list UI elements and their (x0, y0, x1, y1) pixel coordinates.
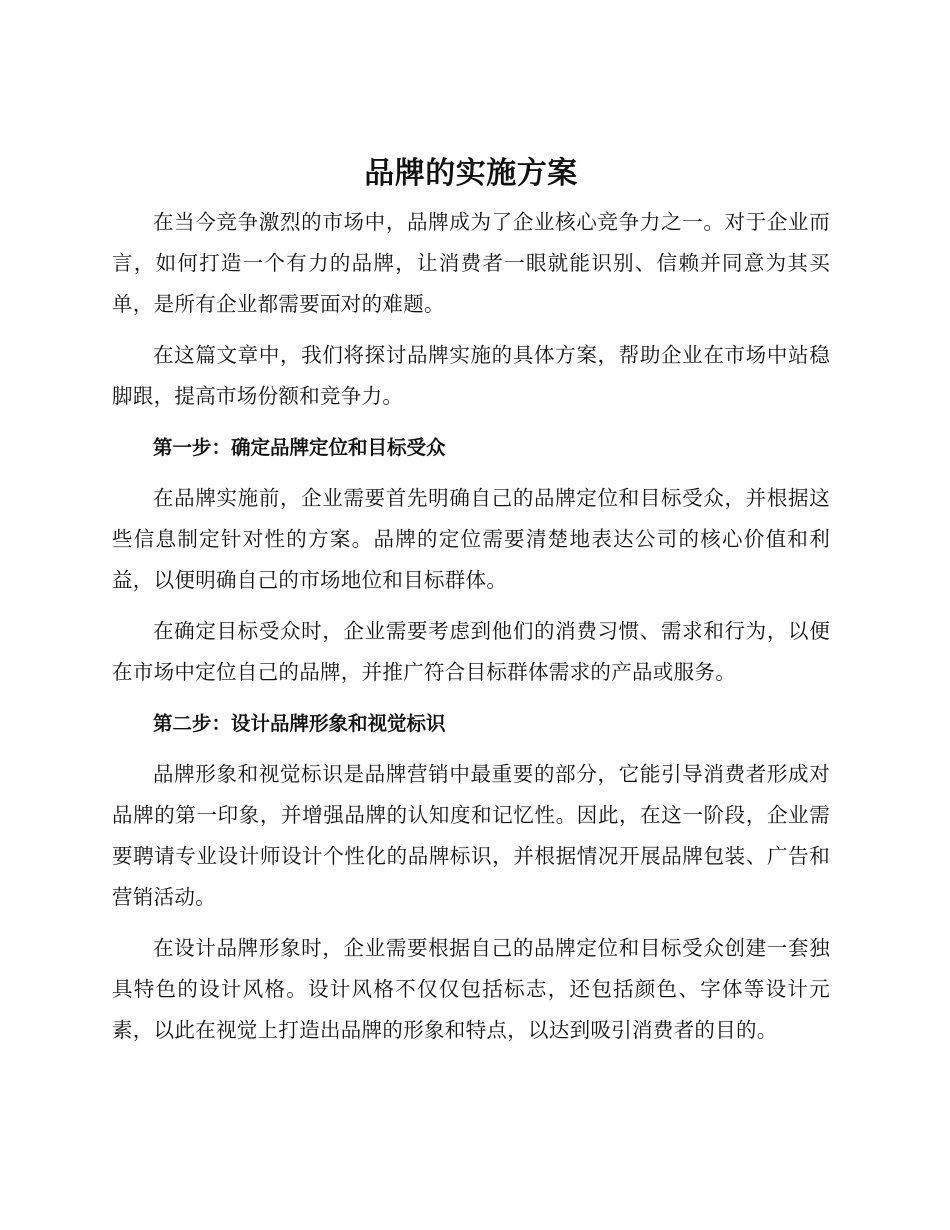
document-page (112, 148, 830, 1061)
paragraph-intro-1: 在当今竞争激烈的市场中，品牌成为了企业核心竞争力之一。对于企业而言，如何打造一个有力的品牌，让消费者一眼就能识别、信赖并同意为其买单，是所有企业都需要面对的难题。 (112, 210, 830, 316)
paragraph-step2-2: 在设计品牌形象时，企业需要根据自己的品牌定位和目标受众创建一套独具特色的设计风格。设计风格不仅仅包括标志，还包括颜色、字体等设计元素，以此在视觉上打造出品牌的形象和特点，以达到吸引消费者的目的。 (112, 936, 830, 1042)
paragraph-intro-2: 在这篇文章中，我们将探讨品牌实施的具体方案，帮助企业在市场中站稳脚跟，提高市场份额和竞争力。 (112, 343, 830, 408)
section-heading-step-1: 第一步：确定品牌定位和目标受众 (152, 436, 446, 459)
document-title: 品牌的实施方案 (364, 156, 578, 191)
paragraph-step1-2: 在确定目标受众时，企业需要考虑到他们的消费习惯、需求和行为，以便在市场中定位自己的品牌，并推广符合目标群体需求的产品或服务。 (112, 619, 830, 684)
paragraph-step2-1: 品牌形象和视觉标识是品牌营销中最重要的部分，它能引导消费者形成对品牌的第一印象，并增强品牌的认知度和记忆性。因此，在这一阶段，企业需要聘请专业设计师设计个性化的品牌标识，并根据情况开展品牌包装、广告和营销活动。 (112, 762, 830, 909)
section-heading-step-2: 第二步：设计品牌形象和视觉标识 (152, 712, 446, 735)
paragraph-step1-1: 在品牌实施前，企业需要首先明确自己的品牌定位和目标受众，并根据这些信息制定针对性的方案。品牌的定位需要清楚地表达公司的核心价值和利益，以便明确自己的市场地位和目标群体。 (112, 486, 830, 592)
